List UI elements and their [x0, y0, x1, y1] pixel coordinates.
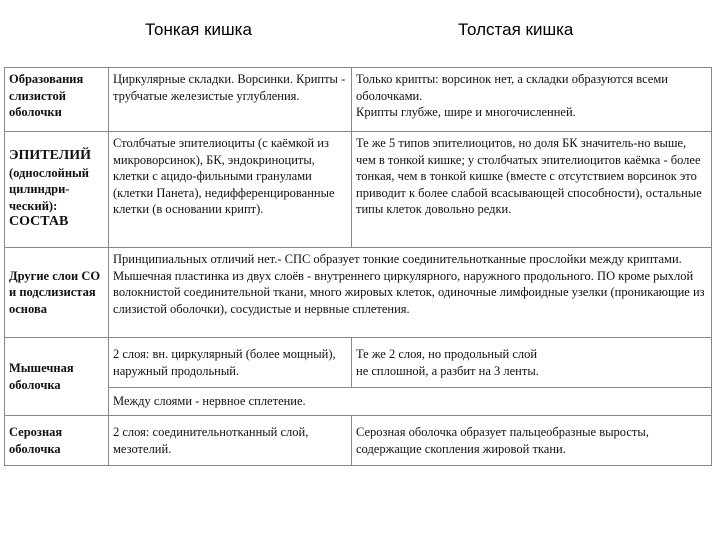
header-large-intestine: Толстая кишка: [458, 20, 574, 39]
common-cell: Принципиальных отличий нет.- СПС образует тонкие соединительнотканные прослойки между криптами. Мышечная пластинка из двух слоёв - внутреннего циркулярного, наружного продольного. ПО кроме рыхлой волокнистой соединительной ткани, много жировых клеток, одиночные лимфоидные узелки (проникающие из слизистой оболочки), сосудистые и нервные сплетения.: [109, 248, 712, 338]
table-row: [5, 416, 712, 466]
comparison-table: [4, 67, 712, 466]
large-intestine-cell: [352, 338, 712, 388]
large-intestine-cell: [352, 68, 712, 132]
table-row: [5, 388, 712, 416]
table-row: [5, 338, 712, 388]
small-intestine-cell: 2 слоя: соединительнотканный слой, мезотелий.: [109, 416, 352, 466]
label-line: СОСТАВ: [9, 214, 69, 230]
cell-text: не сплошной, а разбит на 3 ленты.: [356, 363, 539, 378]
row-label: Мышечная оболочка: [5, 338, 109, 416]
row-label: Другие слои СО и подслизистая основа: [5, 248, 109, 338]
label-line: (однослойный цилиндри-ческий):: [9, 165, 90, 213]
label-line: ЭПИТЕЛИЙ: [9, 148, 91, 164]
small-intestine-cell: Циркулярные складки. Ворсинки. Крипты - трубчатые железистые углубления.: [109, 68, 352, 132]
header-small-intestine: Тонкая кишка: [145, 20, 252, 39]
small-intestine-cell: 2 слоя: вн. циркулярный (более мощный), наружный продольный.: [109, 338, 352, 388]
row-label: Серозная оболочка: [5, 416, 109, 466]
table-row: [5, 248, 712, 338]
row-label: [5, 132, 109, 248]
common-cell: Между слоями - нервное сплетение.: [109, 388, 712, 416]
cell-text: Только крипты: ворсинок нет, а складки образуются всеми оболочками.: [356, 72, 668, 103]
table-row: [5, 68, 712, 132]
large-intestine-cell: Серозная оболочка образует пальцеобразные выросты, содержащие скопления жировой ткани.: [352, 416, 712, 466]
large-intestine-cell: Те же 5 типов эпителиоцитов, но доля БК значитель-но выше, чем в тонкой кишке; у столбчатых эпителиоцитов каёмка - более тонкая, чем в тонкой кишке (вместе с отсутствием ворсинок это приводит к более слабой всасывающей способности), остальные типы клеток довольно редки.: [352, 132, 712, 248]
table-row: [5, 132, 712, 248]
cell-text: Те же 2 слоя, но продольный слой: [356, 347, 538, 361]
small-intestine-cell: Столбчатые эпителиоциты (с каёмкой из микроворсинок), БК, эндокриноциты, клетки с ацидо-фильными гранулами (клетки Панета), недифференцированные клетки (в основании крипт).: [109, 132, 352, 248]
row-label: Образования слизистой оболочки: [5, 68, 109, 132]
cell-text: Крипты глубже, шире и многочисленней.: [356, 105, 576, 119]
